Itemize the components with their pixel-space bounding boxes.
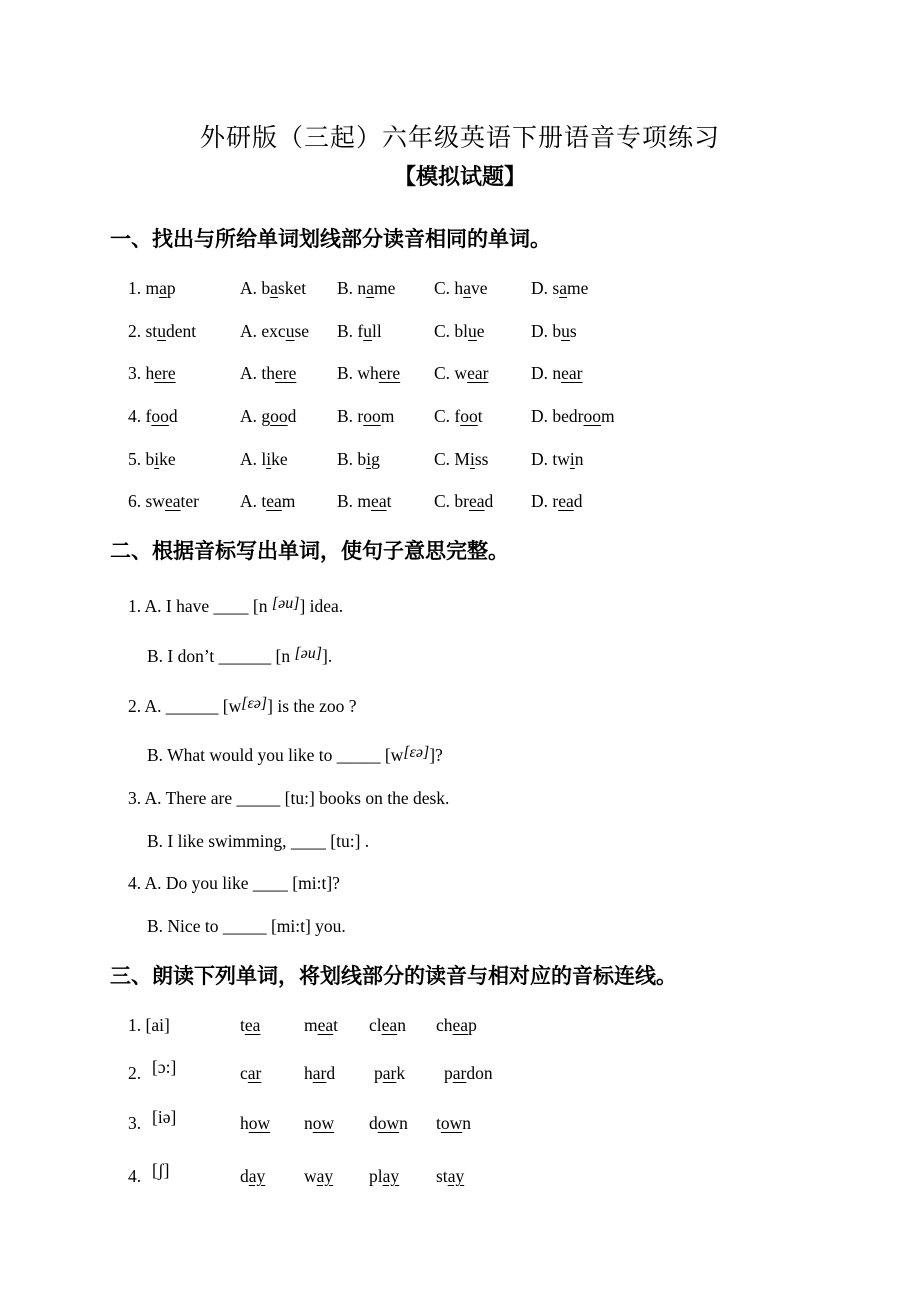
matching-number: 4.	[128, 1166, 142, 1186]
s2-sentence-1a: 1. A. I have ____ [n [əu]] idea.	[128, 595, 344, 616]
matching-number: 2.	[128, 1063, 142, 1083]
matching-word: hard	[304, 1063, 336, 1083]
matching-row	[0, 1057, 920, 1091]
matching-word: day	[240, 1166, 266, 1186]
answer-option: D. bus	[531, 321, 577, 341]
matching-word: play	[369, 1166, 400, 1186]
answer-option: A. excuse	[240, 321, 310, 341]
question-word: sweater	[145, 491, 199, 511]
section3-heading: 三、朗读下列单词，将划线部分的读音与相对应的音标连线。	[110, 964, 677, 988]
s2-sentence-4b: B. Nice to _____ [mi:t] you.	[147, 916, 346, 936]
matching-word: clean	[369, 1015, 406, 1035]
matching-row	[0, 1107, 920, 1141]
question-row	[0, 406, 920, 434]
s2-sentence-3b: B. I like swimming, ____ [tu:] .	[147, 831, 370, 851]
matching-word: how	[240, 1113, 271, 1133]
s2-sentence-2a: 2. A. ______ [w[εə]] is the zoo ?	[128, 695, 357, 716]
question-number: 4. food	[128, 406, 178, 426]
matching-word: stay	[436, 1166, 465, 1186]
matching-word: cheap	[436, 1015, 477, 1035]
answer-option: B. name	[337, 278, 396, 298]
answer-option: C. have	[434, 278, 488, 298]
question-word: map	[145, 278, 176, 298]
answer-option: B. full	[337, 321, 382, 341]
matching-word: way	[304, 1166, 334, 1186]
question-number: 1. map	[128, 278, 176, 298]
question-number: 2. student	[128, 321, 197, 341]
answer-option: C. blue	[434, 321, 485, 341]
answer-option: D. twin	[531, 449, 584, 469]
matching-row	[0, 1160, 920, 1194]
answer-option: A. good	[240, 406, 297, 426]
matching-word: now	[304, 1113, 335, 1133]
answer-option: D. read	[531, 491, 583, 511]
s2-sentence-3a: 3. A. There are _____ [tu:] books on the desk.	[128, 788, 450, 808]
matching-word: town	[436, 1113, 472, 1133]
phonetic-symbol: [ɔ:]	[152, 1057, 177, 1077]
answer-option: D. same	[531, 278, 589, 298]
matching-number: 1. [ai]	[128, 1015, 170, 1035]
matching-word: meat	[304, 1015, 339, 1035]
answer-option: C. bread	[434, 491, 494, 511]
s2-sentence-2b: B. What would you like to _____ [w[εə]]?	[147, 744, 443, 765]
question-word: bike	[145, 449, 176, 469]
matching-word: tea	[240, 1015, 261, 1035]
matching-word: car	[240, 1063, 262, 1083]
phonetic-symbol: [iə]	[152, 1107, 177, 1127]
question-word: student	[145, 321, 197, 341]
matching-word: park	[374, 1063, 406, 1083]
question-word: food	[145, 406, 178, 426]
question-number: 5. bike	[128, 449, 176, 469]
answer-option: B. meat	[337, 491, 392, 511]
question-word: here	[145, 363, 176, 383]
answer-option: B. where	[337, 363, 401, 383]
section2-heading: 二、根据音标写出单词，使句子意思完整。	[110, 539, 509, 563]
answer-option: C. foot	[434, 406, 483, 426]
answer-option: A. there	[240, 363, 297, 383]
question-row	[0, 491, 920, 519]
answer-option: D. bedroom	[531, 406, 615, 426]
matching-word: down	[369, 1113, 408, 1133]
question-row	[0, 449, 920, 477]
answer-option: B. big	[337, 449, 380, 469]
s2-sentence-1b: B. I don’t ______ [n [əu]].	[147, 645, 333, 666]
s2-sentence-4a: 4. A. Do you like ____ [mi:t]?	[128, 873, 340, 893]
answer-option: B. room	[337, 406, 395, 426]
question-row	[0, 321, 920, 349]
answer-option: A. basket	[240, 278, 307, 298]
matching-row	[0, 1015, 920, 1043]
page-subtitle: 【模拟试题】	[393, 164, 526, 189]
question-row	[0, 363, 920, 391]
answer-option: A. like	[240, 449, 288, 469]
question-number: 6. sweater	[128, 491, 199, 511]
matching-word: pardon	[444, 1063, 493, 1083]
question-row	[0, 278, 920, 306]
page-title: 外研版（三起）六年级英语下册语音专项练习	[199, 125, 720, 152]
answer-option: C. Miss	[434, 449, 489, 469]
matching-number: 3.	[128, 1113, 142, 1133]
answer-option: C. wear	[434, 363, 489, 383]
phonetic-symbol: [ʃ]	[152, 1160, 170, 1180]
answer-option: D. near	[531, 363, 583, 383]
question-number: 3. here	[128, 363, 176, 383]
answer-option: A. team	[240, 491, 296, 511]
section1-heading: 一、找出与所给单词划线部分读音相同的单词。	[110, 227, 551, 251]
